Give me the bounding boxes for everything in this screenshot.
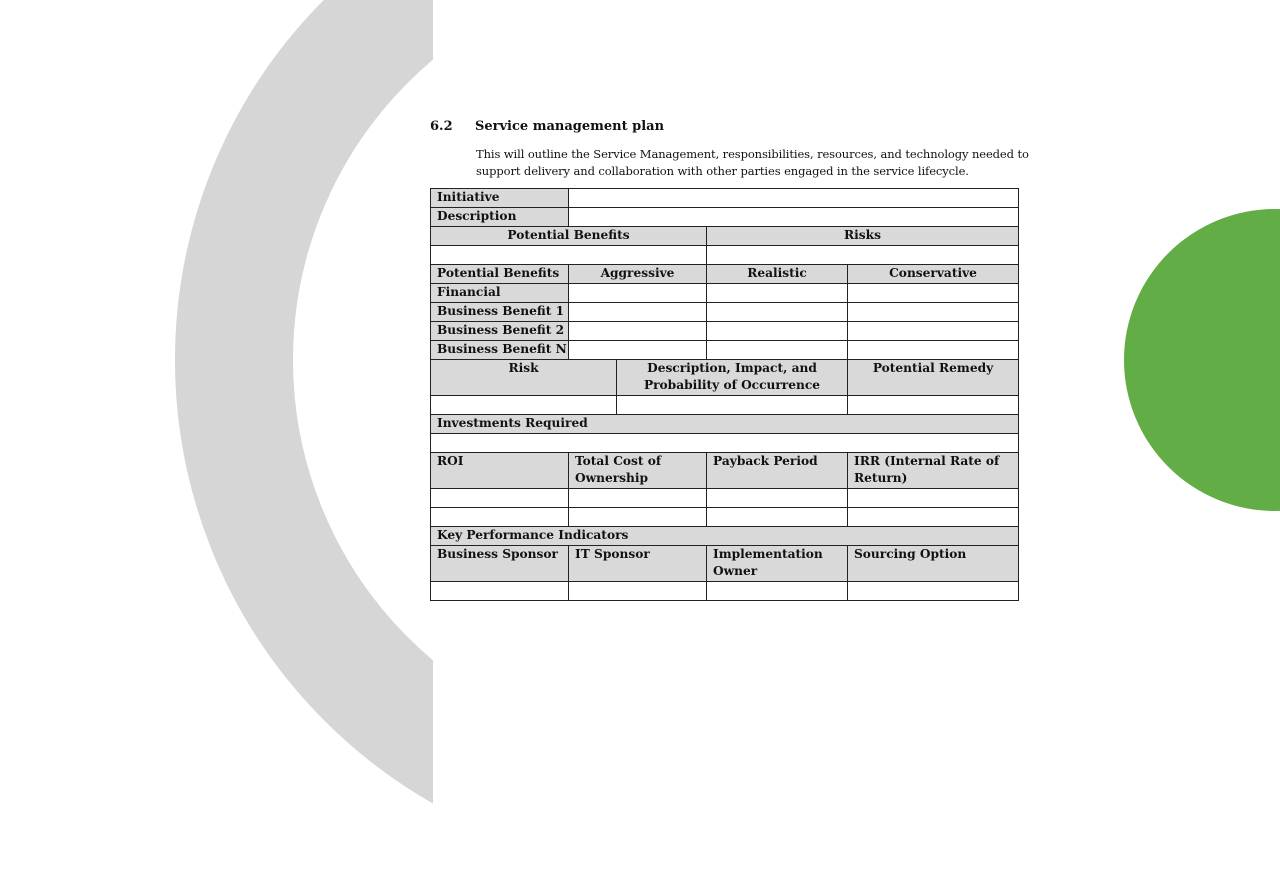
table-cell[interactable] xyxy=(848,396,1019,415)
potential-benefits-header: Potential Benefits xyxy=(431,227,707,246)
table-cell[interactable] xyxy=(569,582,707,601)
benefit-row-label: Financial xyxy=(431,284,569,303)
kpi-col-header: Business Sponsor xyxy=(431,546,569,582)
table-cell[interactable] xyxy=(707,489,848,508)
table-cell[interactable] xyxy=(848,322,1019,341)
table-cell[interactable] xyxy=(431,396,617,415)
table-cell[interactable] xyxy=(707,582,848,601)
risks-header: Risks xyxy=(707,227,1019,246)
table-cell[interactable] xyxy=(431,489,569,508)
table-cell[interactable] xyxy=(569,508,707,527)
table-cell[interactable] xyxy=(569,284,707,303)
risk-col-header: Potential Remedy xyxy=(848,360,1019,396)
risk-col-header: Description, Impact, and Probability of Occurrence xyxy=(617,360,848,396)
table-cell[interactable] xyxy=(848,303,1019,322)
table-cell[interactable] xyxy=(431,582,569,601)
table-cell[interactable] xyxy=(707,322,848,341)
description-cell[interactable] xyxy=(569,208,1019,227)
table-cell[interactable] xyxy=(848,284,1019,303)
investment-col-header: IRR (Internal Rate of Return) xyxy=(848,453,1019,489)
investments-header: Investments Required xyxy=(431,415,1019,434)
section-title: Service management plan xyxy=(475,119,665,134)
description-label: Description xyxy=(431,208,569,227)
investment-col-header: Total Cost of Ownership xyxy=(569,453,707,489)
table-cell[interactable] xyxy=(848,582,1019,601)
table-cell[interactable] xyxy=(707,508,848,527)
investment-col-header: Payback Period xyxy=(707,453,848,489)
benefit-col-header: Aggressive xyxy=(569,265,707,284)
section-heading xyxy=(430,119,664,134)
potential-benefits-cell[interactable] xyxy=(431,246,707,265)
table-cell[interactable] xyxy=(848,341,1019,360)
kpi-col-header: Sourcing Option xyxy=(848,546,1019,582)
table-cell[interactable] xyxy=(569,303,707,322)
investment-col-header: ROI xyxy=(431,453,569,489)
section-intro: This will outline the Service Management, responsibilities, resources, and technology needed to support delivery and collaboration with other parties engaged in the service lifecycle. xyxy=(476,147,1029,178)
benefit-row-label: Business Benefit N xyxy=(431,341,569,360)
risks-cell[interactable] xyxy=(707,246,1019,265)
table-cell[interactable] xyxy=(707,341,848,360)
table-cell[interactable] xyxy=(848,508,1019,527)
decorative-green-circle xyxy=(1124,209,1280,511)
service-plan-table xyxy=(430,188,1019,601)
table-cell[interactable] xyxy=(569,489,707,508)
table-cell[interactable] xyxy=(617,396,848,415)
table-cell[interactable] xyxy=(431,508,569,527)
benefit-col-header: Potential Benefits xyxy=(431,265,569,284)
table-cell[interactable] xyxy=(707,303,848,322)
section-number: 6.2 xyxy=(430,119,453,134)
benefit-row-label: Business Benefit 2 xyxy=(431,322,569,341)
table-cell[interactable] xyxy=(848,489,1019,508)
table-cell[interactable] xyxy=(569,322,707,341)
investments-cell[interactable] xyxy=(431,434,1019,453)
risk-col-header: Risk xyxy=(431,360,617,396)
initiative-cell[interactable] xyxy=(569,189,1019,208)
benefit-row-label: Business Benefit 1 xyxy=(431,303,569,322)
benefit-col-header: Realistic xyxy=(707,265,848,284)
initiative-label: Initiative xyxy=(431,189,569,208)
kpi-col-header: Implementation Owner xyxy=(707,546,848,582)
table-cell[interactable] xyxy=(707,284,848,303)
kpi-header: Key Performance Indicators xyxy=(431,527,1019,546)
kpi-col-header: IT Sponsor xyxy=(569,546,707,582)
table-cell[interactable] xyxy=(569,341,707,360)
benefit-col-header: Conservative xyxy=(848,265,1019,284)
